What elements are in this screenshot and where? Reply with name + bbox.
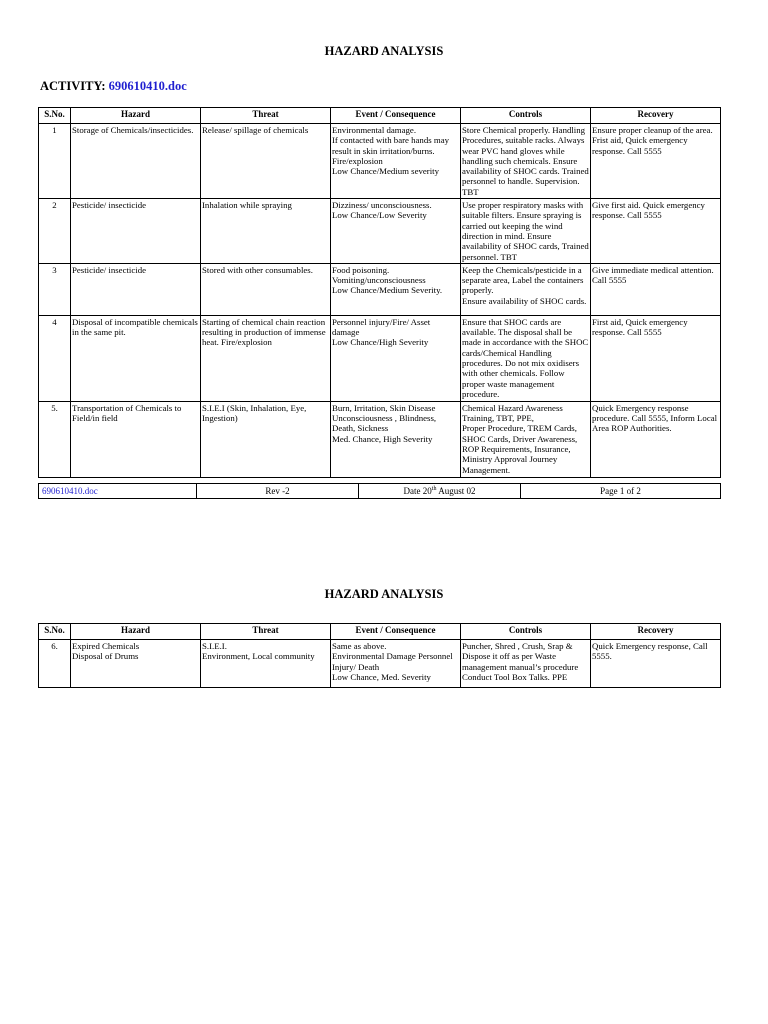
column-header-sno: S.No. xyxy=(39,624,71,640)
event-text-line: Low Chance, Med. Severity xyxy=(332,671,431,682)
cell-controls xyxy=(461,640,591,688)
cell-sno: 3 xyxy=(39,263,71,315)
cell-hazard xyxy=(71,199,201,264)
hazard-text-line: Pesticide/ insecticide xyxy=(72,264,147,275)
cell-hazard xyxy=(71,263,201,315)
event-text-line: Burn, Irritation, Skin Disease Unconsciousness , Blindness, Death, Sickness xyxy=(332,402,437,434)
event-text-line: Low Chance/Low Severity xyxy=(332,210,427,221)
threat-text-line: Starting of chemical chain reaction resulting in production of immense heat. Fire/explosion xyxy=(202,316,326,348)
cell-recovery xyxy=(591,263,721,315)
recovery-text-line: Quick Emergency response, Call 5555. xyxy=(592,641,708,662)
recovery-text-line: Give first aid. Quick emergency response. Call 5555 xyxy=(592,200,705,221)
footer-date-prefix: Date 20 xyxy=(403,486,432,496)
cell-controls xyxy=(461,199,591,264)
footer-doc-link[interactable]: 690610410.doc xyxy=(39,484,197,499)
cell-sno: 2 xyxy=(39,199,71,264)
footer-date-sup: th xyxy=(431,486,437,492)
event-text-line: Food poisoning. xyxy=(332,264,390,275)
hazard-text-line: Storage of Chemicals/insecticides. xyxy=(72,125,194,135)
table-row xyxy=(39,124,721,199)
hazard-text-line: Disposal of Drums xyxy=(72,651,139,662)
threat-text-line: S.I.E.I (Skin, Inhalation, Eye, Ingestion) xyxy=(202,402,307,424)
cell-event xyxy=(331,263,461,315)
cell-event xyxy=(331,199,461,264)
threat-text-line: Environment, Local community xyxy=(202,651,315,662)
column-header-hazard: Hazard xyxy=(71,108,201,124)
column-header-hazard: Hazard xyxy=(71,624,201,640)
column-header-event: Event / Consequence xyxy=(331,624,461,640)
hazard-text-line: Expired Chemicals xyxy=(72,641,140,651)
column-header-controls: Controls xyxy=(461,624,591,640)
recovery-text-line: Ensure proper cleanup of the area. Frist aid, Quick emergency response. Call 5555 xyxy=(592,125,713,156)
cell-controls xyxy=(461,315,591,401)
table-header-row xyxy=(39,108,721,124)
controls-text-line: Store Chemical properly. Handling Procedures, suitable racks. Always wear PVC hand gloves while handling such chemicals. Ensure availability of SHOC cards. Trained personnel to handle. Supervision. TBT xyxy=(462,125,589,197)
cell-event xyxy=(331,401,461,477)
cell-threat xyxy=(201,199,331,264)
footer-date-suffix: August 02 xyxy=(436,486,476,496)
cell-sno: 1 xyxy=(39,124,71,199)
cell-threat xyxy=(201,640,331,688)
column-header-sno: S.No. xyxy=(39,108,71,124)
table-row xyxy=(39,199,721,264)
cell-threat xyxy=(201,263,331,315)
table-row xyxy=(39,315,721,401)
activity-doc-link[interactable]: 690610410.doc xyxy=(108,79,187,93)
hazard-table-page2-body xyxy=(39,640,721,688)
cell-controls xyxy=(461,401,591,477)
footer-revision: Rev -2 xyxy=(197,484,359,499)
page2-title: HAZARD ANALYSIS xyxy=(324,587,444,601)
column-header-threat: Threat xyxy=(201,624,331,640)
hazard-text-line: Disposal of incompatible chemicals in the same pit. xyxy=(72,316,198,338)
activity-label: ACTIVITY: xyxy=(40,79,106,93)
cell-recovery xyxy=(591,199,721,264)
cell-sno: 6. xyxy=(39,640,71,688)
event-text-line: Low Chance/High Severity xyxy=(332,337,429,348)
table-row xyxy=(39,263,721,315)
cell-hazard xyxy=(71,315,201,401)
hazard-table xyxy=(38,107,721,478)
controls-text-line: Use proper respiratory masks with suitable filters. Ensure spraying is carried out keeping the wind direction in mind. Ensure availability of SHOC cards, Trained personnel. TBT xyxy=(462,200,589,262)
event-text-line: Med. Chance, High Severity xyxy=(332,433,433,444)
cell-recovery xyxy=(591,315,721,401)
column-header-recovery: Recovery xyxy=(591,108,721,124)
cell-event xyxy=(331,315,461,401)
cell-sno: 5. xyxy=(39,401,71,477)
cell-recovery xyxy=(591,401,721,477)
threat-text-line: S.I.E.I. xyxy=(202,641,227,651)
cell-controls xyxy=(461,124,591,199)
column-header-controls: Controls xyxy=(461,108,591,124)
event-text-line: If contacted with bare hands may result in skin irritation/burns. xyxy=(332,135,450,156)
hazard-table-page2 xyxy=(38,623,721,688)
event-text-line: Environmental damage. xyxy=(332,125,417,135)
recovery-text-line: Give immediate medical attention. Call 5555 xyxy=(592,264,714,286)
controls-text-line: Ensure availability of SHOC cards. xyxy=(462,295,587,306)
cell-event xyxy=(331,640,461,688)
column-header-threat: Threat xyxy=(201,108,331,124)
cell-threat xyxy=(201,401,331,477)
event-text-line: Low Chance/Medium Severity. xyxy=(332,285,443,296)
controls-text-line: Puncher, Shred , Crush, Srap & Dispose it off as per Waste management manual’s procedure xyxy=(462,641,579,672)
activity-line xyxy=(40,79,187,94)
hazard-text-line: Pesticide/ insecticide xyxy=(72,200,147,211)
cell-hazard xyxy=(71,401,201,477)
recovery-text-line: Quick Emergency response procedure. Call 5555, Inform Local Area ROP Authorities. xyxy=(592,402,718,434)
footer-page-number: Page 1 of 2 xyxy=(521,484,721,499)
cell-threat xyxy=(201,315,331,401)
event-text-line: Fire/explosion xyxy=(332,155,383,166)
event-text-line: Same as above. xyxy=(332,641,387,651)
column-header-recovery: Recovery xyxy=(591,624,721,640)
page-title: HAZARD ANALYSIS xyxy=(324,44,444,58)
controls-text-line: Ensure that SHOC cards are available. The disposal shall be made in accordance with the SHOC cards/Chemical Handling procedures. Do not mix oxidisers with other chemicals. Follow proper waste management procedure. xyxy=(462,316,589,399)
event-text-line: Personnel injury/Fire/ Asset damage xyxy=(332,316,431,338)
controls-text-line: Chemical Hazard Awareness Training, TBT, PPE, xyxy=(462,402,563,424)
table-header-row xyxy=(39,624,721,640)
cell-controls xyxy=(461,263,591,315)
event-text-line: Low Chance/Medium severity xyxy=(332,166,440,177)
controls-text-line: Proper Procedure, TREM Cards, SHOC Cards, Driver Awareness, ROP Requirements, Insurance, Ministry Approval Journey Management. xyxy=(462,423,578,475)
threat-text-line: Inhalation while spraying xyxy=(202,200,292,211)
event-text-line: Vomiting/unconsciousness xyxy=(332,275,426,286)
controls-text-line: Keep the Chemicals/pesticide in a separate area, Label the containers properly. xyxy=(462,264,584,296)
table-row xyxy=(39,640,721,688)
cell-recovery xyxy=(591,124,721,199)
cell-sno: 4 xyxy=(39,315,71,401)
document-footer xyxy=(38,483,721,499)
hazard-table-body xyxy=(39,124,721,478)
cell-event xyxy=(331,124,461,199)
threat-text-line: Release/ spillage of chemicals xyxy=(202,125,309,135)
cell-hazard xyxy=(71,124,201,199)
event-text-line: Dizziness/ unconsciousness. xyxy=(332,200,432,211)
table-row xyxy=(39,401,721,477)
cell-threat xyxy=(201,124,331,199)
controls-text-line: Conduct Tool Box Talks. PPE xyxy=(462,671,568,682)
footer-date xyxy=(359,484,521,499)
cell-recovery xyxy=(591,640,721,688)
hazard-text-line: Transportation of Chemicals to Field/in field xyxy=(72,402,182,424)
event-text-line: Environmental Damage Personnel Injury/ Death xyxy=(332,651,453,672)
recovery-text-line: First aid, Quick emergency response. Call 5555 xyxy=(592,316,688,338)
cell-hazard xyxy=(71,640,201,688)
threat-text-line: Stored with other consumables. xyxy=(202,264,313,275)
column-header-event: Event / Consequence xyxy=(331,108,461,124)
